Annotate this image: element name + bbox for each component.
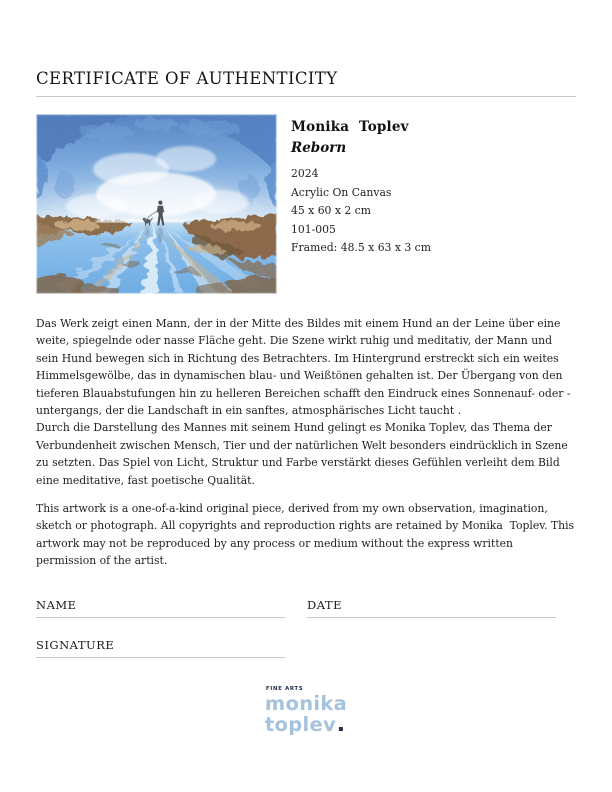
authenticity-statement: This artwork is a one-of-a-kind original piece, derived from my own observation, imagination, sketch or photograph. All copyrights and reproduction rights are retained by Monika Toplev. This artwork may not be reproduced by any process or medium without the express written permission of the artist. <box>36 502 578 568</box>
signature-field <box>36 638 285 658</box>
logo-name-line-2: toplev <box>265 714 347 735</box>
description-german-paragraph-2: Durch die Darstellung des Mannes mit seinem Hund gelingt es Monika Toplev, das Thema der Verbundenheit zwischen Mensch, Tier und der natürlichen Welt besonders eindrücklich in Szene zu setzten. Das Spiel von Licht, Struktur und Farbe verstärkt dieses Gefühlen verleiht dem Bild eine meditative, fast poetische Qualität. <box>36 421 568 487</box>
signature-line <box>36 652 285 658</box>
artwork-dimensions: 45 x 60 x 2 cm <box>291 204 371 218</box>
artwork-image <box>36 114 277 294</box>
date-label: DATE <box>307 597 342 612</box>
page-title: CERTIFICATE OF AUTHENTICITY <box>36 69 338 88</box>
date-field <box>307 598 556 618</box>
artwork-medium: Acrylic On Canvas <box>291 185 392 199</box>
name-signature-line <box>36 612 285 618</box>
artwork-catalog-number: 101-005 <box>291 222 336 236</box>
logo-square-icon <box>339 727 344 732</box>
logo-name-line-1: monika <box>264 692 348 715</box>
artwork-framed-dimensions: Framed: 48.5 x 63 x 3 cm <box>291 241 431 255</box>
signature-section <box>36 598 576 658</box>
artist-logo <box>265 686 347 735</box>
name-field <box>36 598 285 618</box>
date-signature-line <box>307 612 556 618</box>
artwork-details <box>291 114 431 294</box>
logo-tagline: FINE ARTS <box>265 686 304 692</box>
artwork-section <box>36 114 576 294</box>
signature-label: SIGNATURE <box>36 637 115 652</box>
artist-name: Monika Toplev <box>291 119 409 135</box>
title-divider <box>36 96 576 97</box>
artwork-title: Reborn <box>291 140 347 156</box>
artwork-year: 2024 <box>291 167 319 180</box>
name-label: NAME <box>36 597 77 612</box>
description-german-paragraph-1: Das Werk zeigt einen Mann, der in der Mitte des Bildes mit einem Hund an der Leine über eine weite, spiegelnde oder nasse Fläche geht. Die Szene wirkt ruhig und meditativ, der Mann und sein Hund bewegen sich in Richtung des Betrachters. Im Hintergrund erstreckt sich ein weites Himmelsgewölbe, das in dynamischen blau- und Weißtönen gehalten ist. Der Übergang von den tieferen Blauabstufungen hin zu helleren Bereichen schafft den Eindruck eines Sonnenauf- oder -untergangs, der die Landschaft in ein sanftes, atmosphärisches Licht taucht . <box>36 317 571 418</box>
description-german <box>36 315 576 489</box>
